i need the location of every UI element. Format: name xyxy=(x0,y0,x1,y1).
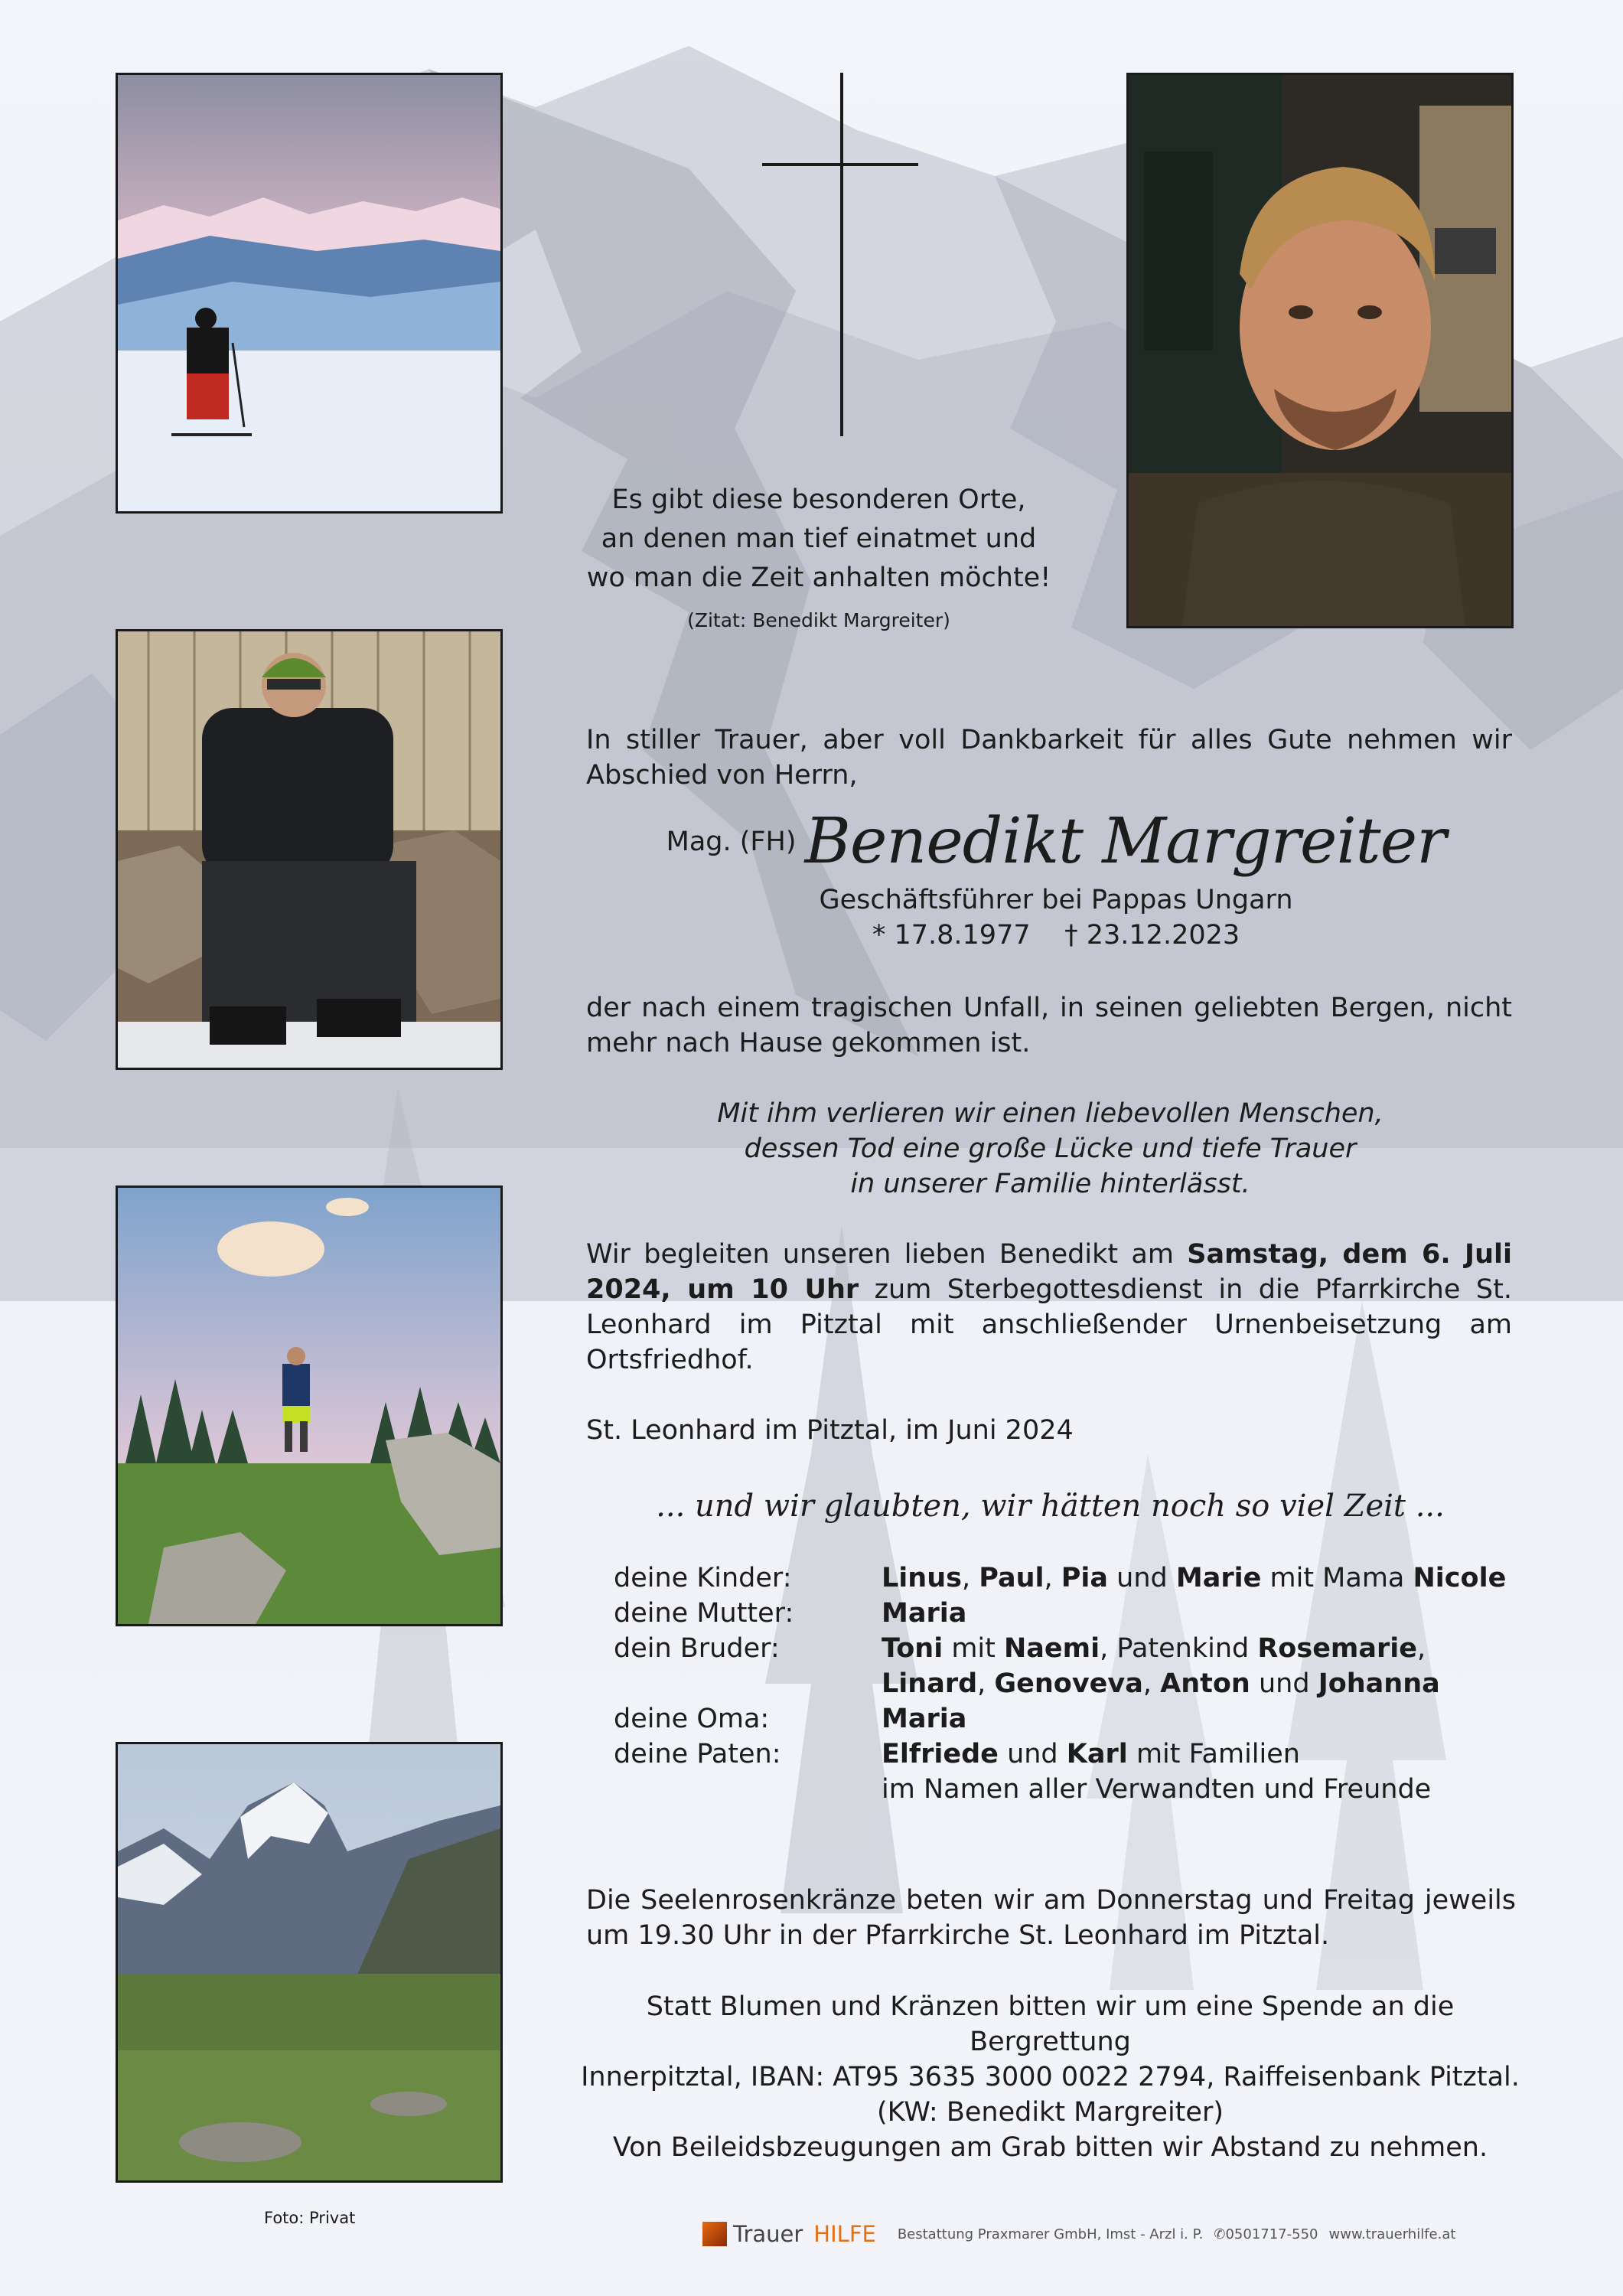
verse-line: Mit ihm verlieren wir einen liebevollen Menschen, xyxy=(717,1098,1383,1129)
quote-line: Es gibt diese besonderen Orte, xyxy=(611,484,1026,515)
deceased-role: Geschäftsführer bei Pappas Ungarn xyxy=(819,885,1293,915)
funeral-announcement xyxy=(586,1237,1512,1378)
mourner-row-children xyxy=(614,1561,1532,1596)
trauerhilfe-logo-text: Trauer HILFE xyxy=(733,2221,876,2247)
trauerhilfe-logo-icon xyxy=(702,2222,727,2246)
website-link[interactable]: www.trauerhilfe.at xyxy=(1328,2226,1456,2242)
relation-label: dein Bruder: xyxy=(614,1633,780,1664)
photo-hiker-alpine-meadow xyxy=(116,1186,503,1626)
cross-icon xyxy=(840,73,843,436)
funeral-text-start: Wir begleiten unseren lieben Benedikt am xyxy=(586,1239,1188,1270)
funeral-text-end: zum Sterbegottesdienst in die Pfarrkirche St. Leonhard im Pitztal mit anschließender Urnenbeisetzung am Ortsfriedhof. xyxy=(586,1274,1512,1375)
relation-label: deine Kinder: xyxy=(614,1563,792,1593)
portrait-photo xyxy=(1126,73,1514,628)
photo-sitting-on-rocks xyxy=(116,629,503,1070)
donation-notice xyxy=(566,1989,1534,2130)
photo-credit: Foto: Privat xyxy=(264,2209,356,2227)
condolence-notice: Von Beileidsbzeugungen am Grab bitten wir Abstand zu nehmen. xyxy=(612,2132,1488,2163)
quote-line: wo man die Zeit anhalten möchte! xyxy=(586,563,1051,593)
mourner-row-grandma xyxy=(614,1701,1532,1737)
cross-icon-bar xyxy=(762,163,918,166)
mourner-row-brother xyxy=(614,1631,1532,1701)
memorial-verse xyxy=(566,1096,1534,1202)
relation-names: Toni mit Naemi, Patenkind Rosemarie, Linard, Genoveva, Anton und Johanna xyxy=(882,1633,1440,1699)
funeral-date-time: Samstag, dem 6. Juli 2024, um 10 Uhr xyxy=(586,1239,1512,1305)
quote xyxy=(566,481,1071,598)
place-date: St. Leonhard im Pitztal, im Juni 2024 xyxy=(586,1415,1074,1446)
relation-label: deine Oma: xyxy=(614,1704,770,1734)
relation-names: Maria xyxy=(882,1704,967,1734)
mourners-list xyxy=(614,1561,1532,1807)
relation-names: Maria xyxy=(882,1598,967,1629)
motto: ... und wir glaubten, wir hätten noch so viel Zeit ... xyxy=(656,1489,1445,1524)
intro-text: In stiller Trauer, aber voll Dankbarkeit für alles Gute nehmen wir Abschied von Herrn, xyxy=(586,725,1512,791)
phone-number: ✆0501717-550 xyxy=(1214,2226,1318,2242)
verse-line: dessen Tod eine große Lücke und tiefe Trauer xyxy=(744,1133,1357,1164)
funeral-home-footer xyxy=(702,2221,1466,2247)
verse-line: in unserer Familie hinterlässt. xyxy=(850,1169,1250,1199)
photo-ski-tour-sunset xyxy=(116,73,503,514)
relation-label: deine Paten: xyxy=(614,1739,781,1769)
deceased-name: Benedikt Margreiter xyxy=(804,805,1446,878)
life-dates: * 17.8.1977 † 23.12.2023 xyxy=(872,920,1240,951)
relation-names: Elfriede und Karl mit Familien im Namen aller Verwandten und Freunde xyxy=(882,1739,1432,1805)
photo-mountain-valley xyxy=(116,1742,503,2183)
academic-title: Mag. (FH) xyxy=(666,827,797,857)
deceased-name-line xyxy=(566,804,1546,880)
company-name: Bestattung Praxmarer GmbH, Imst - Arzl i. P. xyxy=(897,2226,1204,2242)
quote-source: (Zitat: Benedikt Margreiter) xyxy=(687,609,950,631)
donation-line: (KW: Benedikt Margreiter) xyxy=(877,2097,1224,2128)
mourner-row-godparents xyxy=(614,1737,1532,1807)
donation-line: Innerpitztal, IBAN: AT95 3635 3000 0022 2794, Raiffeisenbank Pitztal. xyxy=(581,2062,1520,2092)
relation-names: Linus, Paul, Pia und Marie mit Mama Nicole xyxy=(882,1563,1507,1593)
mourner-row-mother xyxy=(614,1596,1532,1631)
accident-text: der nach einem tragischen Unfall, in seinen geliebten Bergen, nicht mehr nach Hause gekommen ist. xyxy=(586,993,1512,1058)
quote-line: an denen man tief einatmet und xyxy=(601,523,1037,554)
relation-label: deine Mutter: xyxy=(614,1598,794,1629)
donation-line: Statt Blumen und Kränzen bitten wir um eine Spende an die Bergrettung xyxy=(646,1991,1455,2057)
rosary-notice: Die Seelenrosenkränze beten wir am Donnerstag und Freitag jeweils um 19.30 Uhr in der Pfarrkirche St. Leonhard im Pitztal. xyxy=(586,1885,1516,1951)
